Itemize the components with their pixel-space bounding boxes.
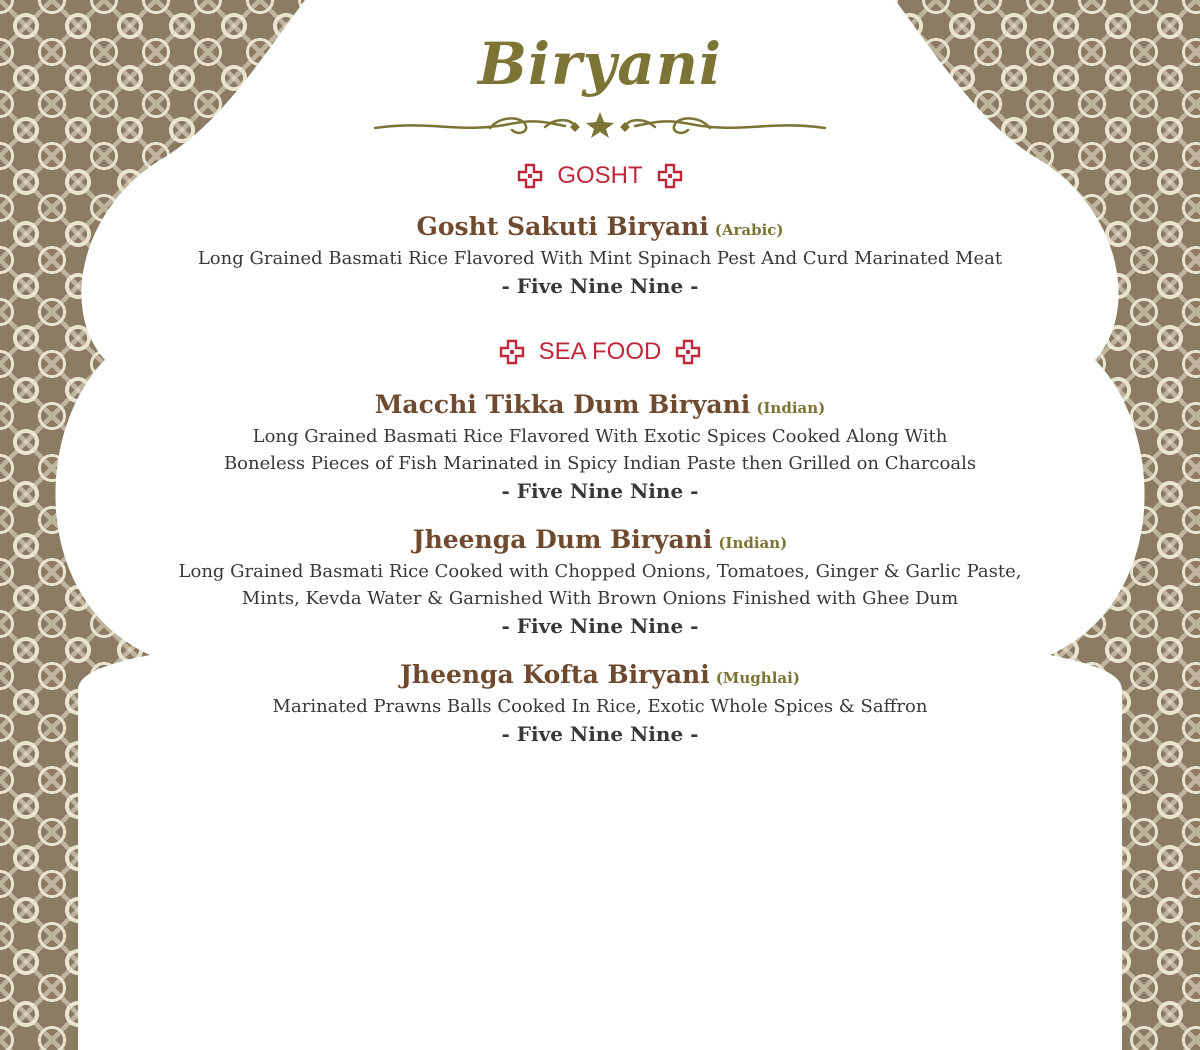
item-cuisine: (Indian)	[756, 399, 826, 417]
item-description	[150, 245, 1050, 272]
description-line: Long Grained Basmati Rice Cooked with Chopped Onions, Tomatoes, Ginger & Garlic Paste,	[178, 561, 1022, 582]
menu-item	[150, 525, 1050, 638]
section-title: GOSHT	[557, 162, 643, 189]
item-description	[150, 558, 1050, 612]
menu-item	[150, 390, 1050, 503]
menu-page	[150, 0, 1050, 746]
description-line: Boneless Pieces of Fish Marinated in Spicy Indian Paste then Grilled on Charcoals	[223, 453, 977, 474]
item-name: Gosht Sakuti Biryani	[416, 212, 709, 241]
flourish-divider-icon	[370, 110, 830, 140]
item-cuisine: (Arabic)	[714, 221, 784, 239]
item-price: - Five Nine Nine -	[501, 479, 699, 503]
menu-title: Biryani	[477, 30, 723, 98]
menu-item	[150, 212, 1050, 298]
item-price: - Five Nine Nine -	[501, 722, 699, 746]
ornament-cross-icon	[675, 339, 701, 365]
item-cuisine: (Mughlai)	[715, 669, 800, 687]
ornament-cross-icon	[499, 339, 525, 365]
ornament-cross-icon	[657, 163, 683, 189]
item-name: Jheenga Kofta Biryani	[400, 660, 710, 689]
description-line: Long Grained Basmati Rice Flavored With Mint Spinach Pest And Curd Marinated Meat	[197, 248, 1003, 269]
menu-item	[150, 660, 1050, 746]
section-title: SEA FOOD	[538, 338, 662, 365]
description-line: Marinated Prawns Balls Cooked In Rice, Exotic Whole Spices & Saffron	[272, 696, 928, 717]
description-line: Long Grained Basmati Rice Flavored With Exotic Spices Cooked Along With	[252, 426, 948, 447]
description-line: Mints, Kevda Water & Garnished With Brown Onions Finished with Ghee Dum	[241, 588, 959, 609]
item-price: - Five Nine Nine -	[501, 614, 699, 638]
item-name: Jheenga Dum Biryani	[412, 525, 713, 554]
ornament-cross-icon	[517, 163, 543, 189]
item-price: - Five Nine Nine -	[501, 274, 699, 298]
item-cuisine: (Indian)	[718, 534, 788, 552]
section-header-sea-food	[150, 338, 1050, 366]
item-description	[150, 423, 1050, 477]
section-header-gosht	[150, 162, 1050, 190]
item-name: Macchi Tikka Dum Biryani	[374, 390, 751, 419]
item-description	[150, 693, 1050, 720]
